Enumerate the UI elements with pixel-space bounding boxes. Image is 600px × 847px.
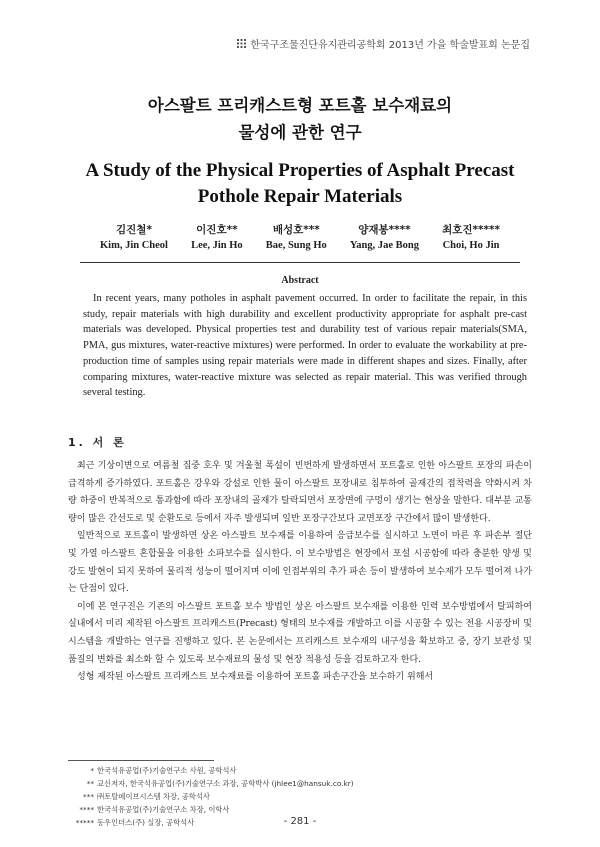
- author-name-korean: 최호진*****: [442, 224, 500, 236]
- author: [191, 222, 243, 254]
- footnote: [68, 764, 508, 777]
- title-english-line: Pothole Repair Materials: [197, 186, 403, 207]
- grid-dots-icon: [237, 39, 246, 48]
- divider: [80, 262, 520, 263]
- abstract-heading: Abstract: [281, 275, 319, 286]
- page-number: - 281 -: [283, 816, 317, 827]
- author-name-korean: 이진호**: [196, 224, 238, 236]
- author-name-english: Lee, Jin Ho: [191, 240, 243, 251]
- title-english-line: A Study of the Physical Properties of Asphalt Precast: [85, 160, 515, 181]
- title-korean-line: 물성에 관한 연구: [238, 123, 362, 142]
- running-header: [237, 36, 530, 51]
- footnote-mark: **: [86, 779, 94, 788]
- footnote: [68, 790, 508, 803]
- body-paragraph: 일반적으로 포트홀이 발생하면 상온 아스팔트 보수재를 이용하여 응급보수를 실시하고 노면이 마른 후 파손부 절단 및 가열 아스팔트 혼합물을 이용한 소파보수를 실시한다. 이 보수방법은 현장에서 포설 시공함에 따라 충분한 양생 및 강도 발현이 되지 못하여 물리적 성능이 떨어지며 이에 인접부위의 추가 파손 등이 발생하여 보수재가 모두 떨어져 나가는 단점이 있다.: [68, 531, 532, 595]
- footnote-text: 한국석유공업(주)기술연구소 사원, 공학석사: [97, 766, 237, 775]
- footnote-text: ㈜토탈페이브시스템 차장, 공학석사: [97, 792, 210, 801]
- footnote-mark: *: [90, 766, 94, 775]
- footnote-text: 교신저자, 한국석유공업(주)기술연구소 과장, 공학박사 (jhlee1@hansuk.co.kr): [97, 779, 354, 788]
- footnote: [68, 803, 508, 816]
- footnote-mark: ***: [83, 792, 94, 801]
- body-paragraph: 최근 기상이변으로 여름철 집중 호우 및 겨울철 폭설이 빈번하게 발생하면서 포트홀로 인한 아스팔트 포장의 파손이 급격하게 증가하였다. 포트홀은 강우와 강설로 인한 물이 아스팔트 포장내로 침투하여 골재간의 접착력을 약화시켜 차량 하중이 반복적으로 통과함에 따라 포장내의 골재가 탈락되면서 포장면에 구멍이 생기는 현상을 말한다. 대부분 교통량이 많은 간선도로 및 순환도로 등에서 자주 발생되며 일반 포장구간보다 교면포장 구간에서 많이 발생한다.: [68, 461, 532, 524]
- header-text: 한국구조물진단유지관리공학회 2013년 가을 학술발표회 논문집: [250, 40, 530, 51]
- footnote-mark: *****: [75, 818, 94, 827]
- body-paragraph: 성형 제작된 아스팔트 프리캐스트 보수재료를 이용하여 포트홀 파손구간을 보수하기 위해서: [77, 672, 434, 683]
- footnote: [68, 777, 508, 790]
- author-name-english: Bae, Sung Ho: [265, 240, 327, 251]
- abstract-text: In recent years, many potholes in asphalt pavement occurred. In order to facilitate the repair, in this study, repair materials with high durability and excellent productivity appropriate for asphalt pre-cast materials was developed. Physical properties test and durability test of various repair materials(SMA, PMA, gus mixtures, water-reactive mixtures) were performed. In order to evaluate the workability at pre-production time of samples using repair materials were made in different shapes and sizes. Finally, after comparing mixtures, water-reactive mixture was selected as repair material. This was verified through several testing.: [83, 293, 527, 399]
- title-korean: [0, 92, 600, 146]
- author: [100, 222, 168, 254]
- author-name-korean: 배성호***: [272, 224, 320, 236]
- author: [266, 222, 327, 254]
- author-list: [100, 222, 500, 254]
- title-english: [0, 158, 600, 210]
- footnote-text: 한국석유공업(주)기술연구소 차장, 이학사: [97, 805, 230, 814]
- author-name-korean: 양재봉****: [358, 224, 411, 236]
- footnote-mark: ****: [79, 805, 94, 814]
- section-body: [68, 458, 532, 687]
- author: [350, 222, 419, 254]
- footnote-text: 동우인더스(주) 실장, 공학석사: [97, 818, 195, 827]
- author-name-english: Choi, Ho Jin: [442, 240, 500, 251]
- author: [442, 222, 500, 254]
- title-korean-line: 아스팔트 프리캐스트형 포트홀 보수재료의: [147, 96, 453, 115]
- section-heading: 1. 서 론: [68, 436, 127, 449]
- footnote-divider: [68, 760, 214, 761]
- body-paragraph: 이에 본 연구진은 기존의 아스팔트 포트홀 보수 방법인 상온 아스팔트 보수재를 이용한 인력 보수방법에서 탈피하여 실내에서 미리 제작된 아스팔트 프리캐스트(Precast) 형태의 보수재를 개발하고 이를 시공할 수 있는 전용 시공장비 및 시스템을 개발하는 연구를 진행하고 있다. 본 논문에서는 프리캐스트 보수재의 내구성을 확보하고 중, 장기 보관성 및 품질의 변화를 최소화 할 수 있도록 보수재료의 물성 및 현장 적용성 등을 검토하고자 한다.: [68, 601, 532, 665]
- author-name-english: Kim, Jin Cheol: [100, 240, 168, 251]
- author-name-korean: 김진철*: [116, 224, 152, 236]
- author-name-english: Yang, Jae Bong: [349, 240, 419, 251]
